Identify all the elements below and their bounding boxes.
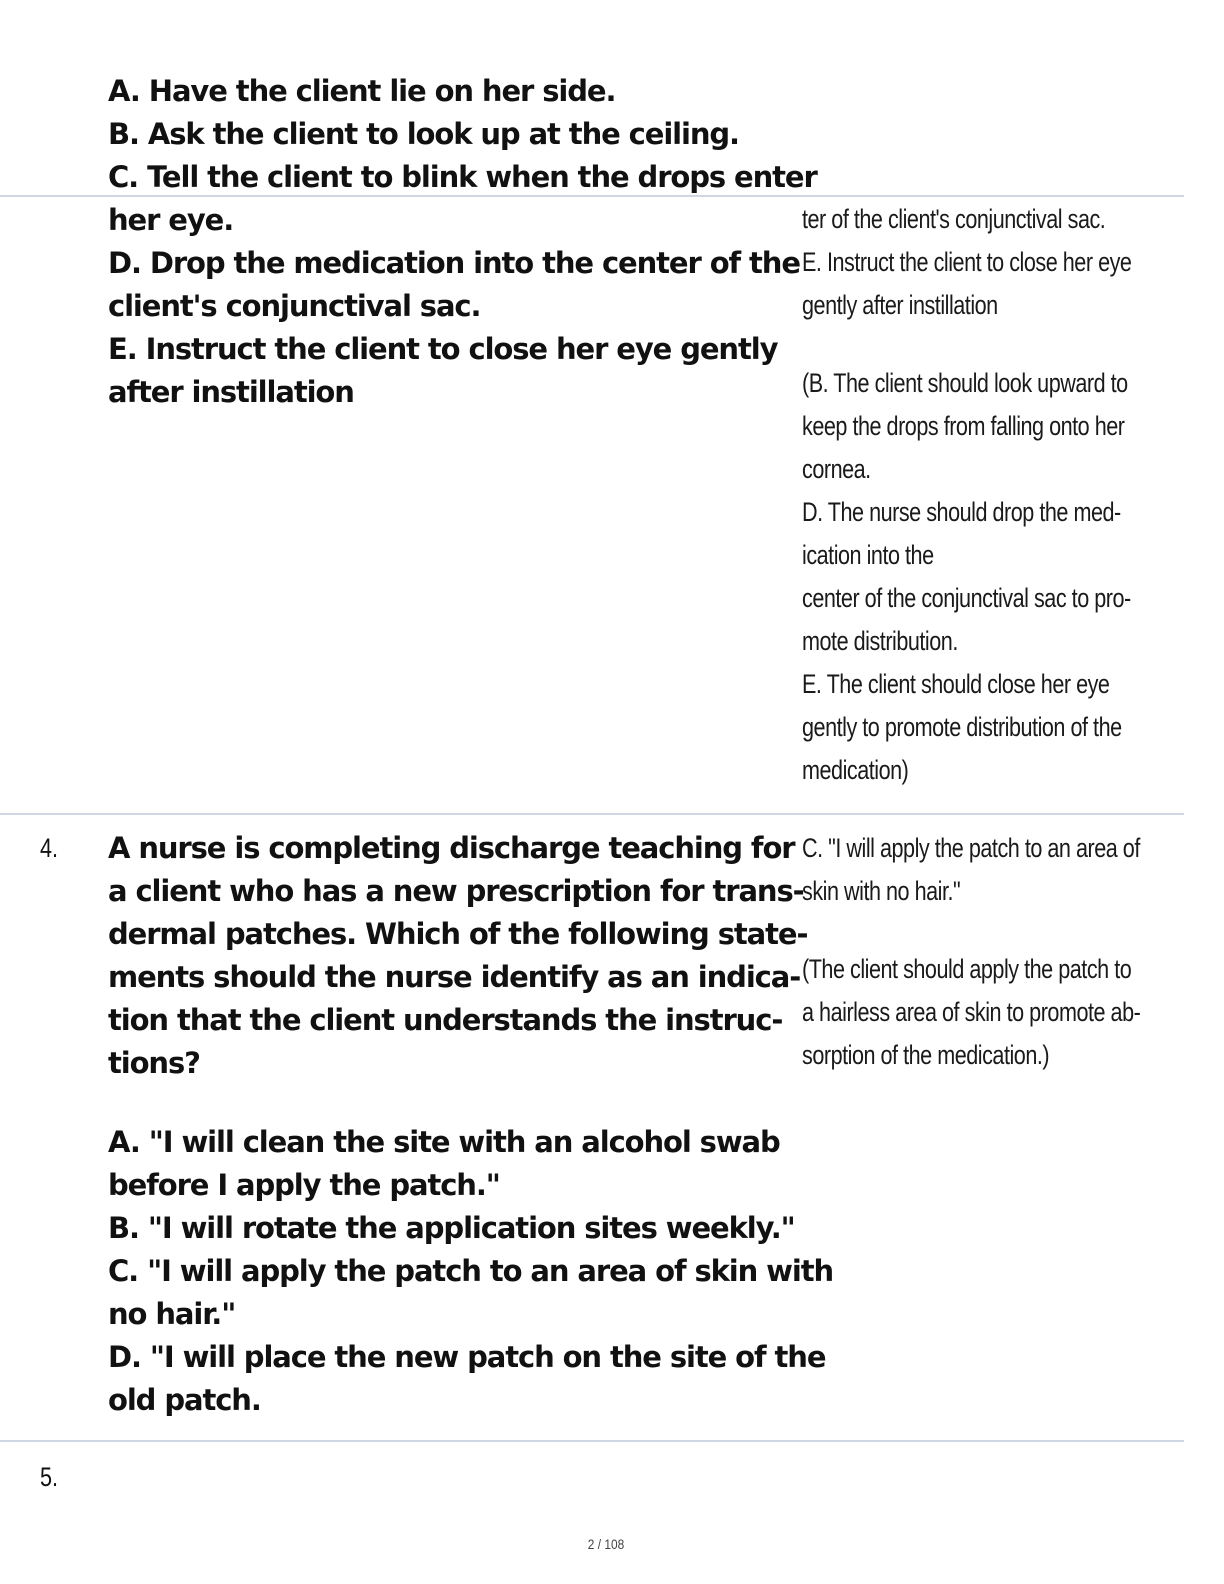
page-indicator: 2 / 108 [587, 1536, 625, 1552]
answer-line: C. "I will apply the patch to an area of [802, 833, 1140, 863]
question-line: ments should the nurse identify as an indica- [108, 960, 801, 994]
question-line: tion that the client understands the instruc- [108, 1003, 783, 1037]
option-c-cont: no hair." [108, 1297, 236, 1331]
card-number: 5. [40, 1462, 59, 1492]
rationale-line: cornea. [802, 454, 871, 484]
rationale-line: ication into the [802, 540, 934, 570]
option-d: D. Drop the medication into the center of the [108, 246, 800, 280]
rationale-line: a hairless area of skin to promote ab- [802, 997, 1141, 1027]
option-d-cont: old patch. [108, 1383, 261, 1417]
option-e: E. Instruct the client to close her eye gently [108, 332, 778, 366]
rationale-line: (B. The client should look upward to [802, 368, 1128, 398]
question-line: tions? [108, 1046, 200, 1080]
answer-line: ter of the client's conjunctival sac. [802, 204, 1106, 234]
answer-line: E. Instruct the client to close her eye [802, 247, 1132, 277]
rationale-line: sorption of the medication.) [802, 1040, 1050, 1070]
rationale-line: (The client should apply the patch to [802, 954, 1132, 984]
rationale-line: center of the conjunctival sac to pro- [802, 583, 1131, 613]
page-break-divider [0, 195, 1184, 197]
question-line: dermal patches. Which of the following state- [108, 917, 808, 951]
card-divider [0, 813, 1184, 815]
question-line: A nurse is completing discharge teaching for [108, 831, 795, 865]
rationale-line: gently to promote distribution of the [802, 712, 1122, 742]
option-d: D. "I will place the new patch on the site of the [108, 1340, 826, 1374]
option-a-cont: before I apply the patch." [108, 1168, 500, 1202]
question-line: a client who has a new prescription for trans- [108, 874, 804, 908]
option-b: B. Ask the client to look up at the ceiling. [108, 117, 739, 151]
option-b: B. "I will rotate the application sites weekly." [108, 1211, 795, 1245]
option-d-cont: client's conjunctival sac. [108, 289, 481, 323]
option-e-cont: after instillation [108, 375, 354, 409]
option-a: A. "I will clean the site with an alcohol swab [108, 1125, 780, 1159]
rationale-line: E. The client should close her eye [802, 669, 1110, 699]
rationale-line: D. The nurse should drop the med- [802, 497, 1121, 527]
option-c-cont: her eye. [108, 203, 234, 237]
rationale-line: mote distribution. [802, 626, 958, 656]
card-divider [0, 1440, 1184, 1442]
rationale-line: keep the drops from falling onto her [802, 411, 1125, 441]
card-number: 4. [40, 833, 59, 863]
option-a: A. Have the client lie on her side. [108, 74, 616, 108]
option-c: C. "I will apply the patch to an area of skin with [108, 1254, 834, 1288]
rationale-line: medication) [802, 755, 909, 785]
answer-line: gently after instillation [802, 290, 998, 320]
option-c: C. Tell the client to blink when the drops enter [108, 160, 817, 194]
answer-line: skin with no hair." [802, 876, 961, 906]
